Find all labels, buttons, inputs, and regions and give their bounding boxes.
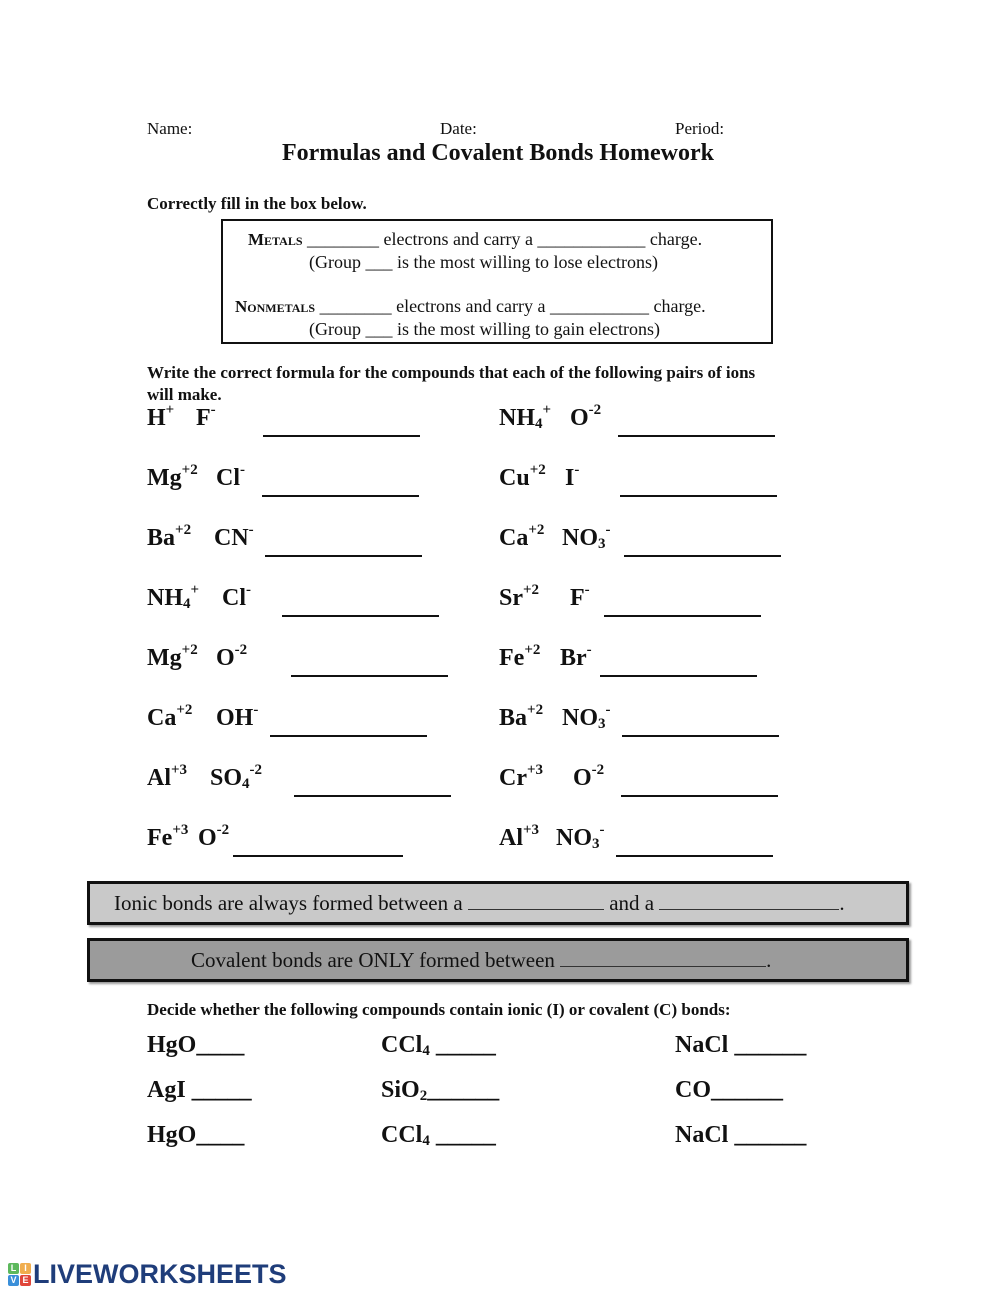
right-formula-answer-blank[interactable] <box>621 775 778 797</box>
metals-group-line: (Group ___ is the most willing to lose electrons) <box>309 252 658 272</box>
anion-symbol: NO <box>556 825 592 851</box>
cation-symbol: NH <box>499 405 535 431</box>
cation-symbol: Ca <box>147 705 177 731</box>
anion-symbol: NO <box>562 705 598 731</box>
anion-charge: -2 <box>249 762 263 778</box>
anion-symbol: F <box>196 405 211 431</box>
nonmetals-line: Nonmetals ________ electrons and carry a ___________ charge. <box>235 296 706 316</box>
right-formula-answer-blank[interactable] <box>618 415 775 437</box>
cation-charge: + <box>190 582 200 598</box>
formula-instruction-line1: Write the correct formula for the compounds that each of the following pairs of ions <box>147 363 756 382</box>
anion <box>562 522 611 552</box>
compound-subscript: 4 <box>422 1043 430 1059</box>
compound-name: HgO <box>147 1122 197 1148</box>
cation <box>499 702 544 732</box>
logo-letter-square: I <box>20 1263 31 1274</box>
compound-item <box>147 1077 252 1104</box>
metals-nonmetals-box <box>221 219 773 344</box>
anion-charge: -2 <box>216 822 230 838</box>
compound-subscript: 2 <box>419 1088 428 1104</box>
formula-pair-row <box>0 462 1000 505</box>
formula-pair-row <box>0 642 1000 685</box>
compound-item <box>381 1077 499 1104</box>
compound-item <box>381 1122 496 1149</box>
nonmetals-group-line: (Group ___ is the most willing to gain electrons) <box>309 319 660 339</box>
anion-symbol: O <box>570 405 589 431</box>
formula-pair-row <box>0 762 1000 805</box>
compound-item <box>675 1032 806 1059</box>
anion <box>565 462 580 492</box>
cation-symbol: NH <box>147 585 183 611</box>
anion-symbol: I <box>565 465 575 491</box>
formula-pair-row <box>0 702 1000 745</box>
anion-symbol: OH <box>216 705 254 731</box>
cation-charge: +2 <box>523 582 540 598</box>
ionic-blank-1[interactable] <box>468 891 604 910</box>
compound-name: CCl <box>381 1032 423 1058</box>
anion-subscript: 3 <box>598 716 606 732</box>
cation-charge: +2 <box>181 642 198 658</box>
anion-symbol: F <box>570 585 585 611</box>
anion-charge: - <box>605 522 611 538</box>
cation-charge: +2 <box>528 522 545 538</box>
metals-label: Metals <box>248 230 303 249</box>
anion-symbol: O <box>573 765 592 791</box>
cation-subscript: 4 <box>535 416 543 432</box>
compound-answer-blank[interactable]: _____ <box>185 1077 252 1103</box>
anion <box>570 582 590 612</box>
logo-letter-square: E <box>20 1275 31 1286</box>
name-label: Name: <box>147 119 193 138</box>
covalent-blank[interactable] <box>560 948 766 967</box>
formula-pair-row <box>0 522 1000 565</box>
date-label: Date: <box>440 119 477 138</box>
compound-answer-blank[interactable]: ______ <box>711 1077 783 1103</box>
right-formula-answer-blank[interactable] <box>600 655 757 677</box>
anion-symbol: CN <box>214 525 249 551</box>
cation-charge: +2 <box>176 702 193 718</box>
ionic-bond-sentence: Ionic bonds are always formed between a and a . <box>114 891 845 915</box>
anion-charge: - <box>210 402 216 418</box>
cation <box>499 402 552 432</box>
covalent-bond-box <box>87 938 909 982</box>
compound-name: CCl <box>381 1122 423 1148</box>
compound-answer-blank[interactable]: ______ <box>728 1032 807 1058</box>
cation-charge: +2 <box>529 462 546 478</box>
compound-name: HgO <box>147 1032 197 1058</box>
compounds-instruction: Decide whether the following compounds contain ionic (I) or covalent (C) bonds: <box>147 1000 731 1019</box>
anion <box>562 702 611 732</box>
right-formula-answer-blank[interactable] <box>624 535 781 557</box>
anion-charge: - <box>586 642 592 658</box>
logo-text: LIVEWORKSHEETS <box>33 1258 287 1289</box>
anion-subscript: 3 <box>592 836 600 852</box>
cation-symbol: Ba <box>499 705 528 731</box>
compound-answer-blank[interactable]: ______ <box>728 1122 807 1148</box>
cation <box>499 522 545 552</box>
right-formula-answer-blank[interactable] <box>616 835 773 857</box>
logo-letter-square: L <box>8 1263 19 1274</box>
cation-charge: + <box>165 402 175 418</box>
anion-symbol: NO <box>562 525 598 551</box>
cation-charge: +3 <box>172 822 189 838</box>
compound-name: SiO <box>381 1077 420 1103</box>
compound-answer-blank[interactable]: _____ <box>429 1122 496 1148</box>
metals-line: Metals ________ electrons and carry a ____________ charge. <box>248 229 703 249</box>
ionic-blank-2[interactable] <box>659 891 839 910</box>
cation-charge: +3 <box>171 762 188 778</box>
anion-subscript: 4 <box>242 776 250 792</box>
anion-charge: -2 <box>588 402 602 418</box>
anion-symbol: Cl <box>216 465 240 491</box>
logo-squares-icon <box>8 1263 31 1286</box>
liveworksheets-logo <box>8 1258 287 1289</box>
compound-item <box>381 1032 496 1059</box>
cation-charge: +2 <box>181 462 198 478</box>
anion-symbol: O <box>198 825 217 851</box>
cation <box>499 822 540 852</box>
cation-symbol: H <box>147 405 166 431</box>
cation <box>499 642 541 672</box>
compound-answer-blank[interactable]: _____ <box>429 1032 496 1058</box>
anion-charge: - <box>605 702 611 718</box>
formula-pair-row <box>0 822 1000 865</box>
cation-symbol: Al <box>499 825 523 851</box>
logo-letter-square: V <box>8 1275 19 1286</box>
compound-name: AgI <box>147 1077 186 1103</box>
anion-charge: - <box>248 522 254 538</box>
compound-name: CO <box>675 1077 711 1103</box>
compound-answer-blank[interactable]: ______ <box>427 1077 500 1103</box>
anion-subscript: 3 <box>598 536 606 552</box>
fill-box-instruction: Correctly fill in the box below. <box>147 194 367 213</box>
cation <box>499 582 540 612</box>
cation <box>499 762 544 792</box>
anion-symbol: O <box>216 645 235 671</box>
cation-symbol: Mg <box>147 465 182 491</box>
cation-symbol: Mg <box>147 645 182 671</box>
cation-symbol: Al <box>147 765 171 791</box>
ionic-bond-box <box>87 881 909 925</box>
cation-charge: +2 <box>527 702 544 718</box>
cation <box>499 462 546 492</box>
anion-charge: - <box>574 462 580 478</box>
cation-symbol: Cu <box>499 465 530 491</box>
page-title: Formulas and Covalent Bonds Homework <box>281 140 715 166</box>
nonmetals-label: Nonmetals <box>235 297 316 316</box>
anion-charge: - <box>584 582 590 598</box>
anion <box>570 402 602 432</box>
anion-symbol: SO <box>210 765 243 791</box>
cation-subscript: 4 <box>183 596 191 612</box>
anion-symbol: Cl <box>222 585 246 611</box>
anion-charge: - <box>240 462 245 478</box>
covalent-bond-sentence: Covalent bonds are ONLY formed between . <box>191 948 772 972</box>
cation-charge: +3 <box>526 762 544 778</box>
anion <box>560 642 592 672</box>
cation-symbol: Fe <box>147 825 173 851</box>
cation-charge: +2 <box>524 642 541 658</box>
anion-charge: - <box>253 702 259 718</box>
cation-symbol: Ca <box>499 525 529 551</box>
compound-item <box>675 1122 806 1149</box>
cation-charge: + <box>542 402 552 418</box>
compound-subscript: 4 <box>422 1133 430 1149</box>
cation-symbol: Ba <box>147 525 176 551</box>
cation-symbol: Cr <box>499 765 527 791</box>
compound-name: NaCl <box>675 1032 729 1058</box>
anion-charge: -2 <box>234 642 248 658</box>
anion-symbol: Br <box>560 645 587 671</box>
period-label: Period: <box>675 119 725 138</box>
cation-symbol: Sr <box>499 585 523 611</box>
formula-instruction-line2: will make. <box>147 385 222 404</box>
formula-pair-row <box>0 402 1000 445</box>
cation-charge: +3 <box>523 822 540 838</box>
compound-item <box>147 1032 244 1059</box>
compound-answer-blank[interactable]: ____ <box>196 1032 245 1058</box>
compound-name: NaCl <box>675 1122 729 1148</box>
right-formula-answer-blank[interactable] <box>622 715 779 737</box>
anion <box>573 762 605 792</box>
right-formula-answer-blank[interactable] <box>620 475 777 497</box>
anion-charge: - <box>246 582 251 598</box>
compound-item <box>675 1077 783 1104</box>
compound-answer-blank[interactable]: ____ <box>196 1122 245 1148</box>
compound-item <box>147 1122 244 1149</box>
formula-pair-row <box>0 582 1000 625</box>
anion-charge: -2 <box>591 762 605 778</box>
anion <box>556 822 605 852</box>
anion-charge: - <box>599 822 605 838</box>
right-formula-answer-blank[interactable] <box>604 595 761 617</box>
cation-symbol: Fe <box>499 645 525 671</box>
cation-charge: +2 <box>175 522 192 538</box>
